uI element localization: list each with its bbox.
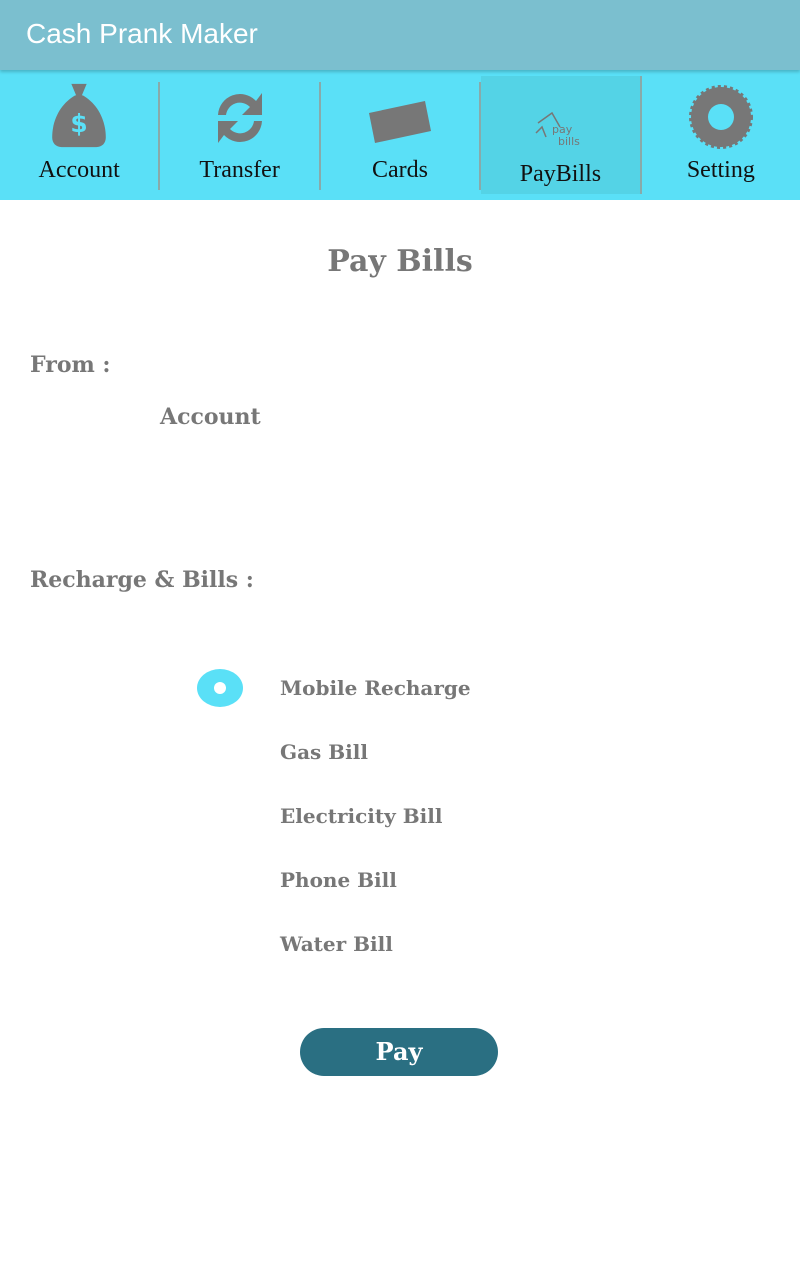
- app-title: Cash Prank Maker: [26, 18, 258, 49]
- tab-label: Transfer: [199, 157, 280, 183]
- tab-setting[interactable]: [642, 82, 800, 190]
- money-bag-icon: [49, 82, 109, 149]
- pay-button[interactable]: Pay: [300, 1028, 498, 1076]
- tab-bar: [0, 70, 800, 200]
- refresh-icon: [208, 87, 272, 149]
- paybills-icon: [530, 103, 590, 153]
- bills-label: Recharge & Bills :: [30, 567, 254, 593]
- from-account-select[interactable]: Account: [160, 404, 261, 430]
- tab-label: PayBills: [519, 161, 602, 187]
- tab-transfer[interactable]: [160, 82, 320, 190]
- tab-cards[interactable]: [321, 82, 481, 190]
- option-electricity-bill[interactable]: Electricity Bill: [280, 804, 443, 828]
- gear-icon: [689, 85, 753, 149]
- card-icon: [367, 99, 433, 149]
- page-title: Pay Bills: [327, 244, 473, 279]
- svg-text:bills: bills: [558, 135, 581, 148]
- option-mobile-recharge[interactable]: Mobile Recharge: [280, 676, 471, 700]
- radio-selected-indicator[interactable]: [197, 669, 243, 707]
- tab-label: Account: [38, 157, 120, 183]
- svg-text:pay: pay: [552, 123, 573, 136]
- from-label: From :: [30, 352, 111, 378]
- option-gas-bill[interactable]: Gas Bill: [280, 740, 368, 764]
- tab-account[interactable]: [0, 82, 160, 190]
- tab-paybills[interactable]: [481, 76, 641, 194]
- app-bar: [0, 0, 800, 70]
- option-phone-bill[interactable]: Phone Bill: [280, 868, 397, 892]
- tab-label: Setting: [686, 157, 755, 183]
- tab-label: Cards: [372, 157, 429, 183]
- option-water-bill[interactable]: Water Bill: [280, 932, 393, 956]
- svg-text:$: $: [70, 108, 88, 138]
